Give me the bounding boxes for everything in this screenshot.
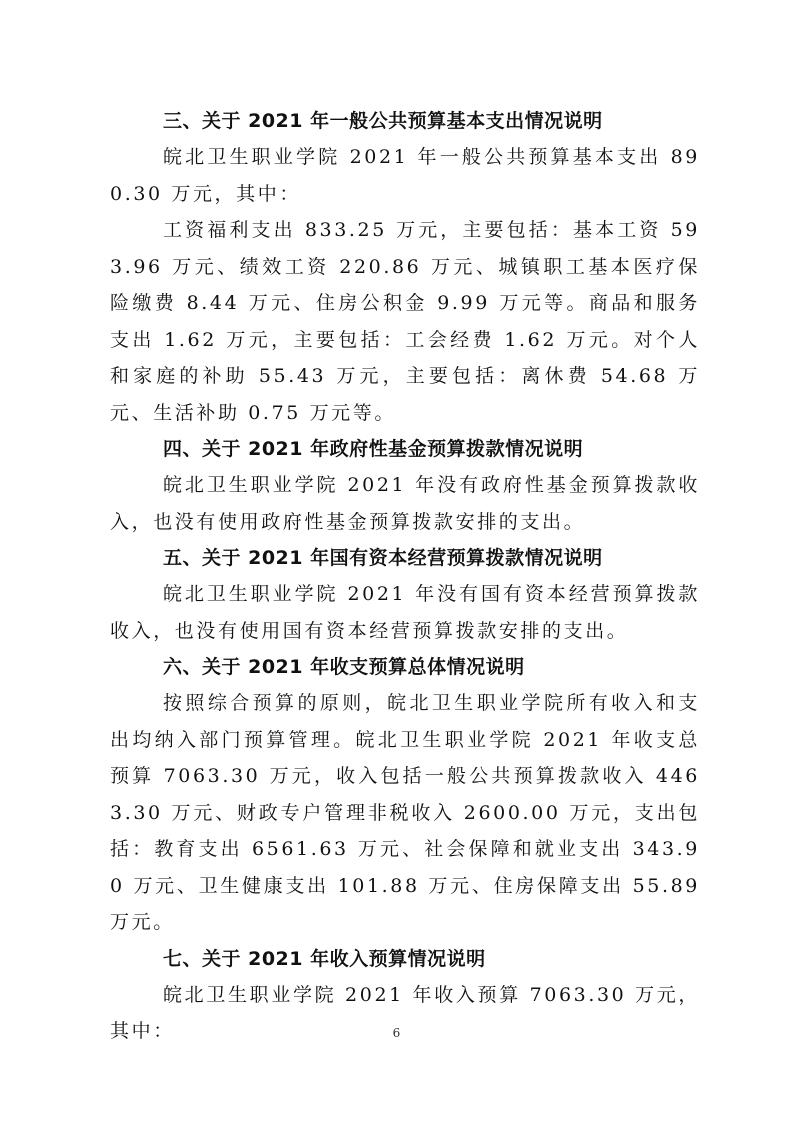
- section-3: [110, 103, 700, 431]
- section-heading: 三、关于 2021 年一般公共预算基本支出情况说明: [163, 110, 603, 132]
- paragraph: 按照综合预算的原则，皖北卫生职业学院所有收入和支出均纳入部门预算管理。皖北卫生职业学院 2021 年收支总预算 7063.30 万元，收入包括一般公共预算拨款收入 4463.30 万元、财政专户管理非税收入 2600.00 万元，支出包括：教育支出 6561.63 万元、社会保障和就业支出 343.90 万元、卫生健康支出 101.88 万元、住房保障支出 55.89 万元。: [110, 692, 700, 933]
- paragraph: 皖北卫生职业学院 2021 年没有国有资本经营预算拨款收入，也没有使用国有资本经营预算拨款安排的支出。: [110, 583, 700, 642]
- section-heading: 七、关于 2021 年收入预算情况说明: [163, 947, 486, 970]
- paragraph: 皖北卫生职业学院 2021 年一般公共预算基本支出 890.30 万元，其中：: [110, 146, 700, 205]
- section-heading: 四、关于 2021 年政府性基金预算拨款情况说明: [163, 438, 584, 460]
- section-4: [110, 431, 700, 540]
- page-number: 6: [392, 1026, 401, 1040]
- section-heading: 五、关于 2021 年国有资本经营预算拨款情况说明: [163, 547, 603, 569]
- section-5: [110, 540, 700, 649]
- section-6: [110, 649, 700, 941]
- document-body: [110, 103, 700, 1050]
- paragraph: 工资福利支出 833.25 万元，主要包括：基本工资 593.96 万元、绩效工资 220.86 万元、城镇职工基本医疗保险缴费 8.44 万元、住房公积金 9.99 万元等。商品和服务支出 1.62 万元，主要包括：工会经费 1.62 万元。对个人和家庭的补助 55.43 万元，主要包括：离休费 54.68 万元、生活补助 0.75 万元等。: [110, 219, 700, 424]
- paragraph: 皖北卫生职业学院 2021 年没有政府性基金预算拨款收入，也没有使用政府性基金预算拨款安排的支出。: [110, 474, 700, 533]
- section-heading: 六、关于 2021 年收支预算总体情况说明: [163, 656, 525, 678]
- paragraph: 皖北卫生职业学院 2021 年收入预算 7063.30 万元，其中：: [110, 983, 700, 1042]
